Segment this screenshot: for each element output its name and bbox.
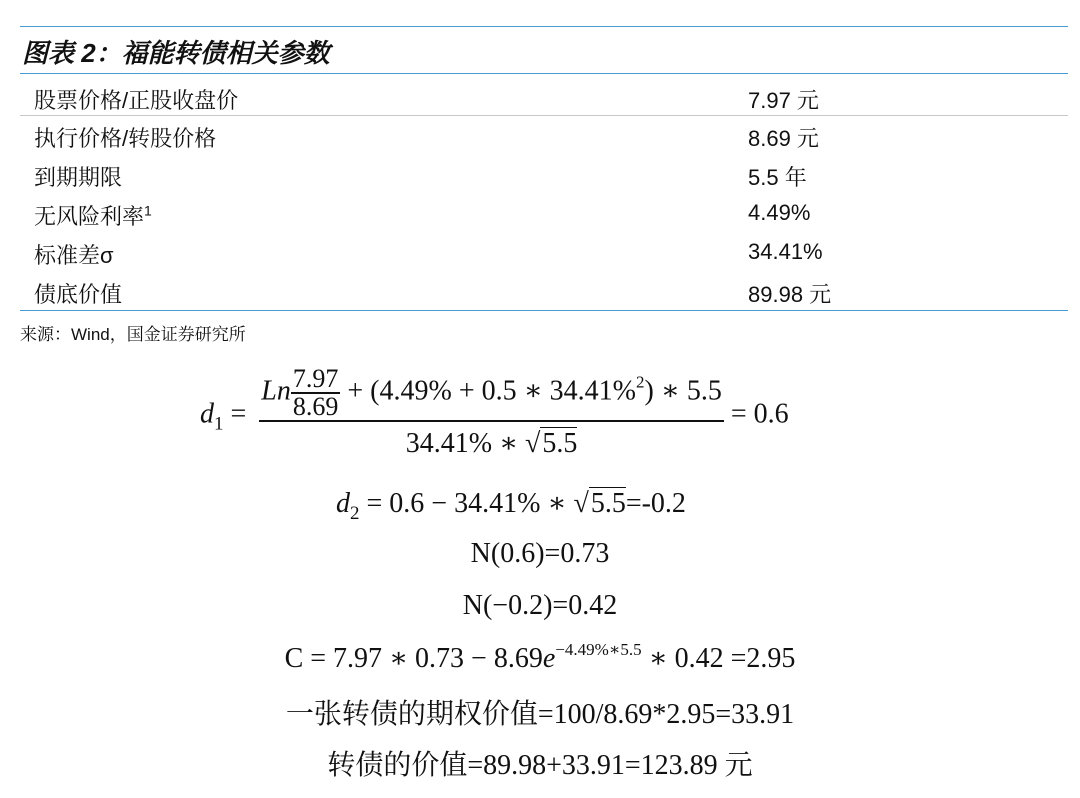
param-label: 执行价格/转股价格: [34, 126, 217, 151]
table-row: [34, 200, 1034, 238]
ln-den: 8.69: [292, 392, 339, 421]
ln: Ln: [261, 375, 291, 407]
param-value: 5.5 年: [748, 165, 807, 190]
numerator-end: ) ∗ 5.5: [644, 375, 722, 407]
c-post: ∗ 0.42 =2.95: [641, 643, 796, 674]
formula-n2: N(−0.2)=0.42: [462, 590, 618, 621]
param-label: 债底价值: [34, 282, 123, 307]
d1-result: = 0.6: [730, 398, 789, 430]
numerator-rest: + (4.49% + 0.5 ∗ 34.41%: [347, 375, 636, 407]
d2-result: =-0.2: [625, 488, 686, 519]
square: 2: [635, 372, 645, 392]
table-row: [34, 122, 1034, 160]
d1-sub: 1: [214, 413, 224, 435]
row-divider: [20, 115, 1068, 116]
d2-sub: 2: [350, 503, 360, 524]
c-e: e: [542, 643, 556, 674]
footnote-mark: 1: [144, 202, 152, 219]
d1-symbol: d: [200, 398, 214, 430]
bottom-rule: [20, 310, 1068, 311]
param-value: 4.49%: [748, 200, 811, 225]
param-label: 到期期限: [34, 165, 123, 190]
formula-option-value: 一张转债的期权价值=100/8.69*2.95=33.91: [285, 699, 795, 730]
formula-d1: $d_1$ = Ln $\frac{7.97}{8.69}$ + (4.49% + 0.5 ∗ 34.41%$^2$) ∗ 5.5 34.41% ∗ √5.5 = 0.6: [200, 366, 789, 466]
param-value: 34.41%: [748, 239, 823, 264]
denominator: 34.41% ∗ √: [405, 428, 541, 459]
d2-symbol: d: [336, 488, 350, 519]
table-row: [34, 239, 1034, 277]
header-rule: [20, 73, 1068, 74]
formula-c: [0, 640, 1080, 675]
top-rule: [20, 26, 1068, 27]
formula-n1: N(0.6)=0.73: [470, 538, 610, 569]
param-label: 标准差σ: [34, 243, 114, 268]
param-value: 89.98 元: [748, 282, 832, 307]
param-label: 无风险利率: [34, 204, 145, 229]
c-exponent: −4.49%∗5.5: [555, 640, 642, 659]
param-label: 股票价格/正股收盘价: [34, 88, 239, 113]
d2-expr: = 0.6 − 34.41% ∗ √: [359, 488, 589, 519]
formula-bond-value: 转债的价值=89.98+33.91=123.89 元: [327, 750, 753, 781]
denominator-root: 5.5: [542, 428, 578, 459]
ln-num: 7.97: [292, 364, 339, 393]
table-row: [34, 84, 1034, 122]
source-note: 来源：Wind，国金证券研究所: [20, 325, 246, 344]
d2-root: 5.5: [590, 488, 626, 519]
c-pre: C = 7.97 ∗ 0.73 − 8.69: [284, 643, 543, 674]
figure-title: 图表 2：福能转债相关参数: [22, 38, 330, 68]
param-value: 7.97 元: [748, 88, 819, 113]
param-value: 8.69 元: [748, 126, 819, 151]
table-row: [34, 161, 1034, 199]
formula-d2: [336, 486, 686, 525]
